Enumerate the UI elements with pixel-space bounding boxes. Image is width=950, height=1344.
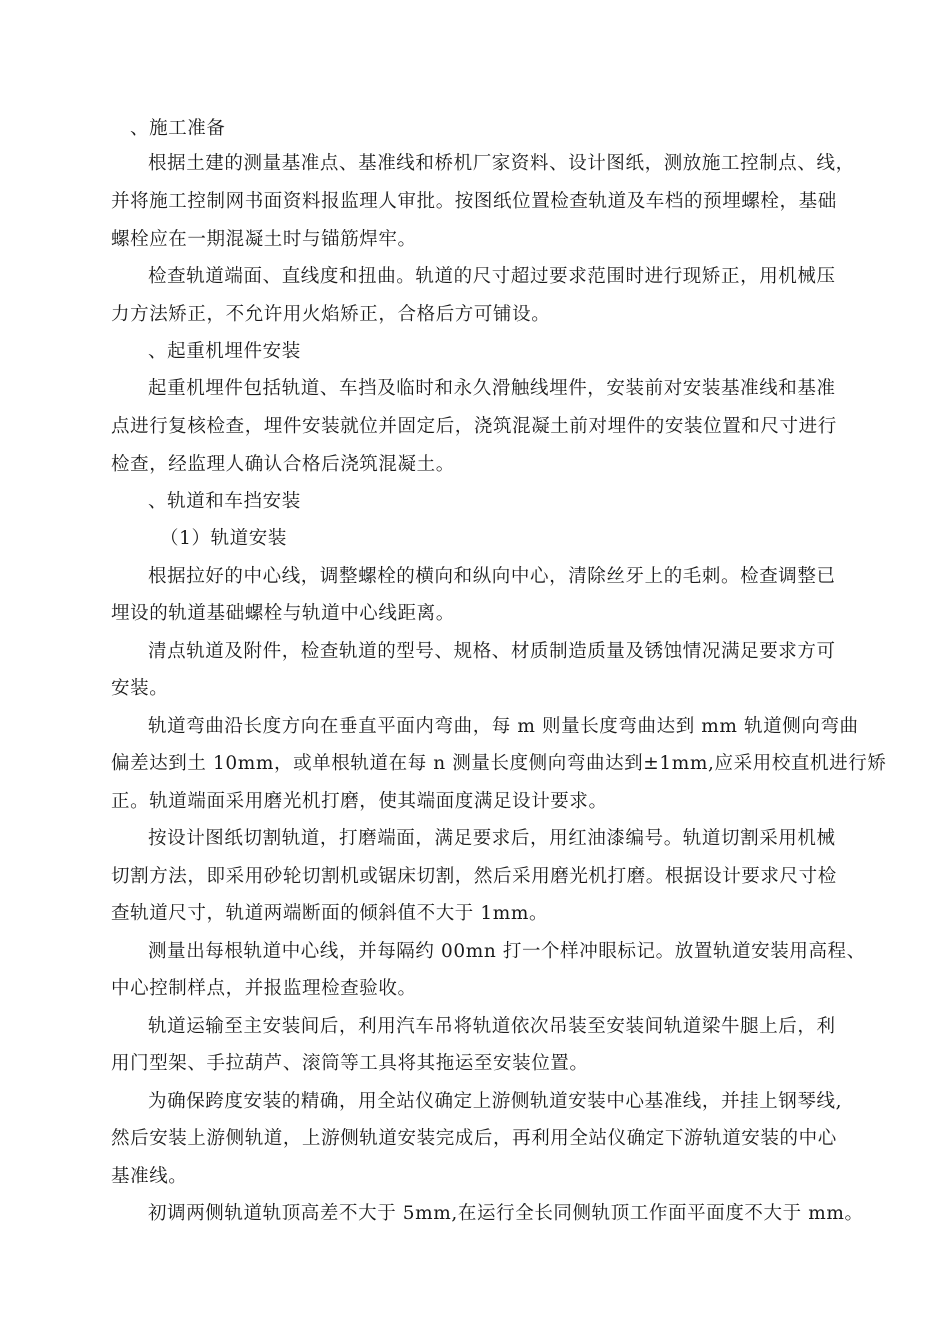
paragraph-line: 测量出每根轨道中心线，并每隔约 00mn 打一个样冲眼标记。放置轨道安装用高程、 xyxy=(148,941,866,962)
subheading-rail-install: （1）轨道安装 xyxy=(160,528,287,549)
paragraph-line: 并将施工控制网书面资料报监理人审批。按图纸位置检查轨道及车档的预埋螺栓，基础 xyxy=(111,191,837,212)
paragraph-line: 安装。 xyxy=(111,678,169,699)
paragraph-line: 检查轨道端面、直线度和扭曲。轨道的尺寸超过要求范围时进行现矫正，用机械压 xyxy=(148,266,836,287)
paragraph-line: 基准线。 xyxy=(111,1166,188,1187)
paragraph-line: 根据拉好的中心线，调整螺栓的横向和纵向中心，清除丝牙上的毛刺。检查调整已 xyxy=(148,566,836,587)
paragraph-line: 用门型架、手拉葫芦、滚筒等工具将其拖运至安装位置。 xyxy=(111,1053,589,1074)
paragraph-line: 切割方法，即采用砂轮切割机或锯床切割，然后采用磨光机打磨。根据设计要求尺寸检 xyxy=(111,866,837,887)
paragraph-line: 点进行复核检查，埋件安装就位并固定后，浇筑混凝土前对埋件的安装位置和尺寸进行 xyxy=(111,416,837,437)
paragraph-line: 起重机埋件包括轨道、车挡及临时和永久滑触线埋件，安装前对安装基准线和基准 xyxy=(148,378,836,399)
paragraph-line: 螺栓应在一期混凝土时与锚筋焊牢。 xyxy=(111,229,417,250)
paragraph-line: 轨道弯曲沿长度方向在垂直平面内弯曲，每 m 则量长度弯曲达到 mm 轨道侧向弯曲 xyxy=(148,716,859,737)
paragraph-line: 埋设的轨道基础螺栓与轨道中心线距离。 xyxy=(111,603,455,624)
paragraph-line: 为确保跨度安装的精确，用全站仪确定上游侧轨道安装中心基准线，并挂上钢琴线, xyxy=(148,1091,843,1112)
paragraph-line: 初调两侧轨道轨顶高差不大于 5mm,在运行全长同侧轨顶工作面平面度不大于 mm。 xyxy=(148,1203,864,1224)
paragraph-line: 检查，经监理人确认合格后浇筑混凝土。 xyxy=(111,454,455,475)
paragraph-line: 中心控制样点，并报监理检查验收。 xyxy=(111,978,417,999)
paragraph-line: 然后安装上游侧轨道，上游侧轨道安装完成后，再利用全站仪确定下游轨道安装的中心 xyxy=(111,1128,837,1149)
paragraph-line: 查轨道尺寸，轨道两端断面的倾斜值不大于 1mm。 xyxy=(111,903,549,924)
heading-rail-and-stopper: 、轨道和车挡安装 xyxy=(148,491,301,512)
heading-construction-prep: 、施工准备 xyxy=(130,118,226,139)
paragraph-line: 力方法矫正，不允许用火焰矫正，合格后方可铺设。 xyxy=(111,304,551,325)
paragraph-line: 轨道运输至主安装间后，利用汽车吊将轨道依次吊装至安装间轨道梁牛腿上后，利 xyxy=(148,1016,836,1037)
paragraph-line: 根据土建的测量基准点、基准线和桥机厂家资料、设计图纸，测放施工控制点、线， xyxy=(148,153,855,174)
heading-crane-embedded-parts: 、起重机埋件安装 xyxy=(148,341,301,362)
paragraph-line: 清点轨道及附件，检查轨道的型号、规格、材质制造质量及锈蚀情况满足要求方可 xyxy=(148,641,836,662)
paragraph-line: 正。轨道端面采用磨光机打磨，使其端面度满足设计要求。 xyxy=(111,791,608,812)
paragraph-line: 偏差达到土 10mm，或单根轨道在每 n 测量长度侧向弯曲达到±1mm,应采用校直机进行矫 xyxy=(111,753,887,774)
paragraph-line: 按设计图纸切割轨道，打磨端面，满足要求后，用红油漆编号。轨道切割采用机械 xyxy=(148,828,836,849)
